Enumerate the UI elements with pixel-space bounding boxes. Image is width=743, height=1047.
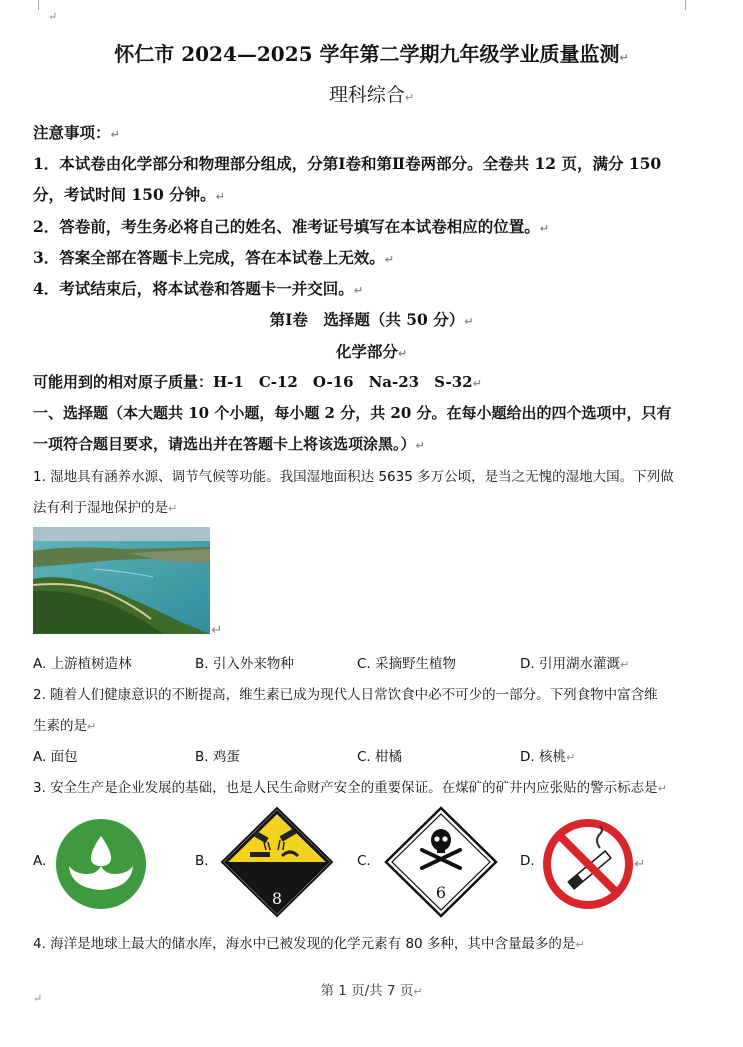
q3-option-d-label[interactable]: D. <box>520 853 535 869</box>
q1-option-a[interactable]: A. 上游植树造林 <box>33 656 132 672</box>
q2-option-d[interactable]: D. 核桃↵ <box>520 749 576 765</box>
paragraph-mark: ↵ <box>48 10 58 23</box>
no-smoking-sign-icon[interactable] <box>542 818 634 910</box>
corrosive-sign-icon[interactable] <box>220 806 334 918</box>
q1-option-d[interactable]: D. 引用湖水灌溉↵ <box>520 656 630 672</box>
exam-title: 怀仁市 2024—2025 学年第二学期九年级学业质量监测↵ <box>114 42 629 66</box>
q2-option-a[interactable]: A. 面包 <box>33 749 78 765</box>
notice-heading: 注意事项：↵ <box>33 123 120 142</box>
instruction-line-1: 一、选择题（本大题共 10 个小题，每小题 2 分，共 20 分。在每小题给出的四个选项中，只有 <box>33 404 672 422</box>
q1-stem-line2: 法有利于湿地保护的是↵ <box>33 500 178 516</box>
toxic-class-number: 6 <box>435 883 447 902</box>
q3-option-a-label[interactable]: A. <box>33 853 47 869</box>
paragraph-mark: ↵ <box>211 622 223 638</box>
toxic-sign-icon[interactable] <box>384 806 498 918</box>
section-title: 第Ⅰ卷 选择题（共 50 分）↵ <box>269 310 474 329</box>
wetland-photo <box>33 527 210 634</box>
notice-item-1a: 1．本试卷由化学部分和物理部分组成，分第Ⅰ卷和第Ⅱ卷两部分。全卷共 12 页，满分 150 <box>33 154 662 173</box>
crop-mark-left <box>38 0 39 10</box>
section-subtitle: 化学部分↵ <box>335 342 408 361</box>
page-footer: 第 1 页/共 7 页↵ <box>320 983 423 999</box>
q1-stem-line1: 1. 湿地具有涵养水源、调节气候等功能。我国湿地面积达 5635 多万公顷，是当之无愧的湿地大国。下列做 <box>33 469 674 485</box>
water-saving-sign-icon[interactable] <box>55 818 147 910</box>
q2-stem-line2: 生素的是↵ <box>33 718 97 734</box>
q3-option-b-label[interactable]: B. <box>195 853 209 869</box>
q1-option-b[interactable]: B. 引入外来物种 <box>195 656 294 672</box>
q1-option-c[interactable]: C. 采摘野生植物 <box>357 656 457 672</box>
notice-item-4: 4．考试结束后，将本试卷和答题卡一并交回。↵ <box>33 279 364 298</box>
notice-item-2: 2．答卷前，考生务必将自己的姓名、准考证号填写在本试卷相应的位置。↵ <box>33 217 550 236</box>
atomic-mass-line: 可能用到的相对原子质量：H-1 C-12 O-16 Na-23 S-32↵ <box>33 373 482 391</box>
q2-option-c[interactable]: C. 柑橘 <box>357 749 403 765</box>
instruction-line-2: 一项符合题目要求，请选出并在答题卡上将该选项涂黑。）↵ <box>33 435 425 453</box>
corrosive-class-number: 8 <box>271 889 283 908</box>
notice-item-1b: 分，考试时间 150 分钟。↵ <box>33 185 225 204</box>
q2-option-b[interactable]: B. 鸡蛋 <box>195 749 240 765</box>
paragraph-mark: ↵ <box>33 992 43 1005</box>
exam-subtitle: 理科综合↵ <box>328 84 415 106</box>
notice-item-3: 3．答案全部在答题卡上完成，答在本试卷上无效。↵ <box>33 248 395 267</box>
paragraph-mark: ↵ <box>634 856 646 872</box>
q4-stem: 4. 海洋是地球上最大的储水库，海水中已被发现的化学元素有 80 多种，其中含量最多的是↵ <box>33 936 585 952</box>
q3-option-c-label[interactable]: C. <box>357 853 371 869</box>
crop-mark-right <box>685 0 686 10</box>
q3-stem: 3. 安全生产是企业发展的基础，也是人民生命财产安全的重要保证。在煤矿的矿井内应张贴的警示标志是↵ <box>33 780 667 796</box>
q2-stem-line1: 2. 随着人们健康意识的不断提高，维生素已成为现代人日常饮食中必不可少的一部分。下列食物中富含维 <box>33 687 658 703</box>
